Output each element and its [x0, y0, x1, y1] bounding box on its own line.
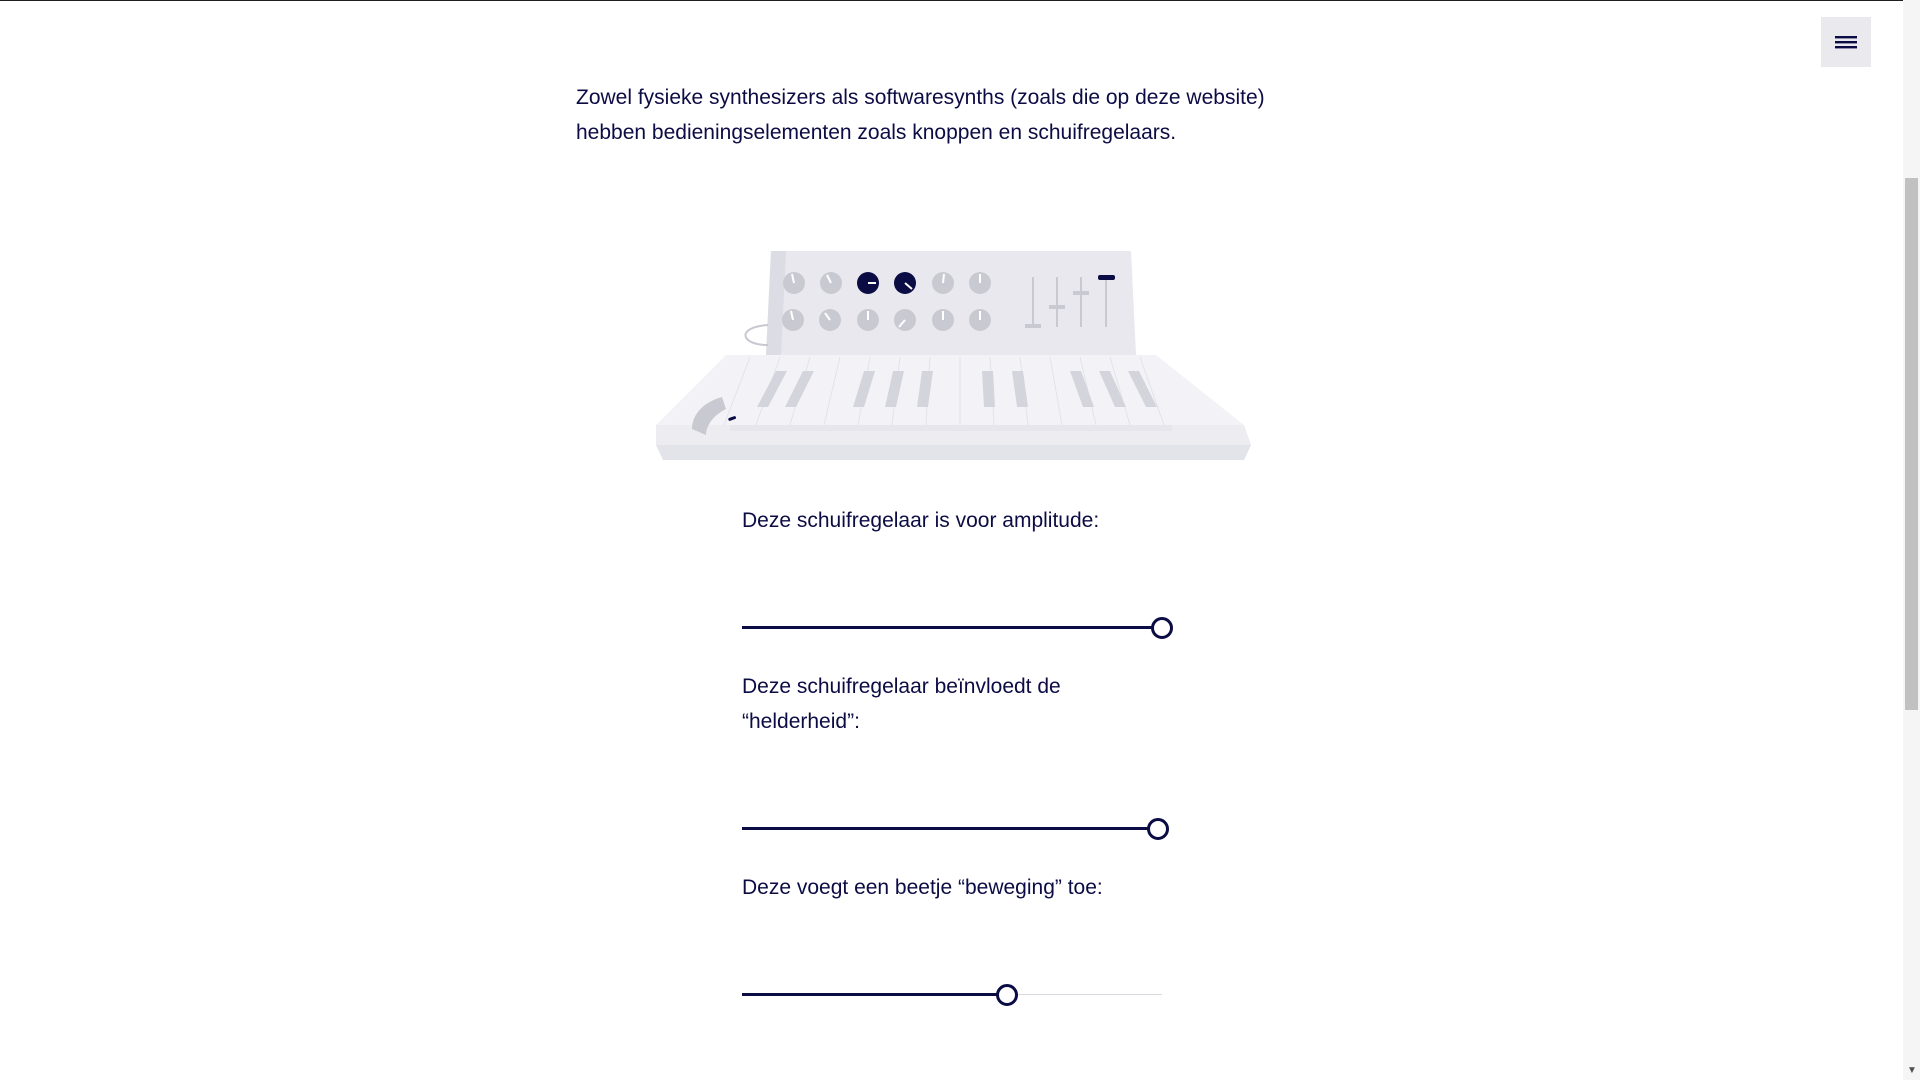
brightness-label: Deze schuifregelaar beïnvloedt de “helderheid”:	[742, 675, 1061, 733]
synthesizer-illustration	[656, 245, 1251, 465]
slider-thumb[interactable]	[1147, 818, 1169, 840]
menu-button[interactable]	[1821, 17, 1871, 67]
slider-fill	[742, 827, 1158, 830]
amplitude-label: Deze schuifregelaar is voor amplitude:	[742, 509, 1100, 532]
movement-label: Deze voegt een beetje “beweging” toe:	[742, 876, 1103, 899]
brightness-slider[interactable]	[742, 817, 1162, 841]
brightness-control	[742, 669, 1172, 739]
page-scrollbar[interactable]	[1903, 0, 1920, 1080]
movement-slider[interactable]	[742, 983, 1162, 1007]
slider-thumb[interactable]	[996, 984, 1018, 1006]
scroll-down-arrow-icon[interactable]: ▼	[1907, 1065, 1917, 1076]
intro-paragraph: Zowel fysieke synthesizers als softwaresynths (zoals die op deze website) hebben bedieningselementen zoals knoppen en schuifregelaars.	[576, 86, 1265, 144]
amplitude-control	[742, 503, 1172, 538]
scrollbar-thumb[interactable]	[1905, 178, 1918, 710]
movement-control	[742, 870, 1172, 905]
window-top-border	[0, 0, 1920, 1]
hamburger-menu-icon	[1835, 34, 1857, 50]
amplitude-slider[interactable]	[742, 616, 1162, 640]
slider-fill	[742, 626, 1162, 629]
slider-thumb[interactable]	[1151, 617, 1173, 639]
slider-fill	[742, 993, 1007, 996]
